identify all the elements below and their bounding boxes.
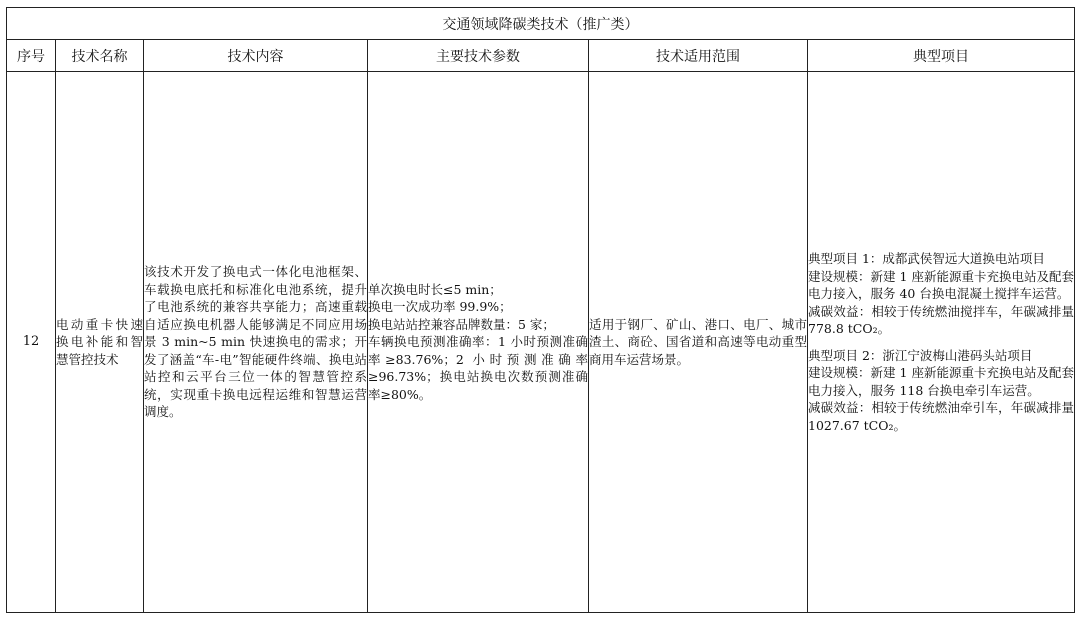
row-no: 12 <box>7 72 56 613</box>
project-benefit: 减碳效益：相较于传统燃油牵引车，年碳减排量 1027.67 tCO₂。 <box>808 400 1075 433</box>
header-scope: 技术适用范围 <box>589 40 808 72</box>
project-scale: 建设规模：新建 1 座新能源重卡充换电站及配套电力接入，服务 40 台换电混凝土搅拌车运营。 <box>808 268 1075 301</box>
header-no: 序号 <box>7 40 56 72</box>
param-line: 车辆换电预测准确率：1 小时预测准确率≥83.76%；2 小时预测准确率≥96.73%；换电站换电次数预测准确率≥80%。 <box>368 334 588 402</box>
row-tech-name: 电动重卡快速换电补能和智慧管控技术 <box>56 72 144 613</box>
project-benefit: 减碳效益：相较于传统燃油搅拌车，年碳减排量 778.8 tCO₂。 <box>808 303 1075 336</box>
table-title: 交通领域降碳类技术（推广类） <box>7 8 1075 40</box>
project-block <box>808 250 1074 338</box>
param-line: 单次换电时长≤5 min； <box>368 281 502 297</box>
row-tech-scope: 适用于钢厂、矿山、港口、电厂、城市渣土、商砼、国省道和高速等电动重型商用车运营场景。 <box>589 72 808 613</box>
param-line: 换电一次成功率 99.9%； <box>368 299 512 315</box>
project-block <box>808 347 1074 435</box>
technology-table <box>6 7 1075 613</box>
header-projects: 典型项目 <box>808 40 1075 72</box>
header-name: 技术名称 <box>56 40 144 72</box>
header-row <box>7 40 1075 72</box>
header-content: 技术内容 <box>144 40 368 72</box>
project-title: 典型项目 2：浙江宁波梅山港码头站项目 <box>808 347 1033 363</box>
project-scale: 建设规模：新建 1 座新能源重卡充换电站及配套电力接入，服务 118 台换电牵引车运营。 <box>808 365 1075 398</box>
header-params: 主要技术参数 <box>368 40 589 72</box>
table-row <box>7 72 1075 613</box>
param-line: 换电站站控兼容品牌数量：5 家； <box>368 316 555 332</box>
project-title: 典型项目 1：成都武侯智远大道换电站项目 <box>808 251 1045 266</box>
row-typical-projects <box>808 72 1075 613</box>
row-tech-content: 该技术开发了换电式一体化电池框架、车载换电底托和标准化电池系统，提升了电池系统的兼容共享能力；高速重载自适应换电机器人能够满足不同应用场景 3 min~5 min 快速换电的需求；开发了涵盖“车-电”智能硬件终端、换电站站控和云平台三位一体的智慧管控系统，实现重卡换电远程运维和智慧运营调度。 <box>144 72 368 613</box>
row-tech-params <box>368 72 589 613</box>
